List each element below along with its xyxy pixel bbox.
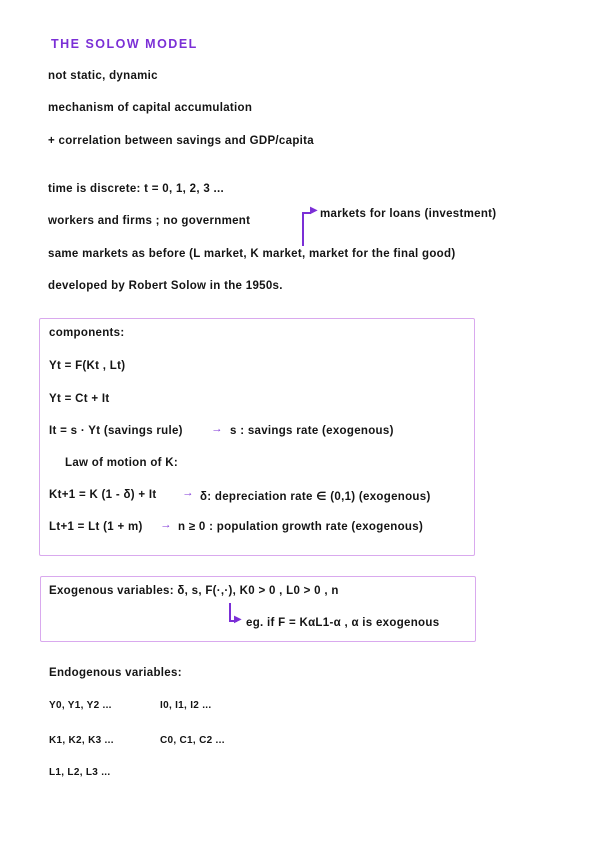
production-function: Yt = F(Kt , Lt) <box>49 360 126 372</box>
population-note: n ≥ 0 : population growth rate (exogenous) <box>178 521 424 533</box>
labor-law: Lt+1 = Lt (1 + m) <box>49 521 143 533</box>
components-heading: components: <box>49 327 125 339</box>
elbow-arrow-icon <box>229 603 231 621</box>
capital-law: Kt+1 = K (1 - δ) + It <box>49 489 157 501</box>
right-arrow-icon: → <box>182 487 194 499</box>
right-arrow-icon: ▶ <box>234 614 242 625</box>
endogenous-y: Y0, Y1, Y2 ... <box>49 700 112 711</box>
right-arrow-icon: → <box>160 519 172 531</box>
law-of-motion-heading: Law of motion of K: <box>65 457 179 469</box>
agents-line: workers and firms ; no government <box>48 215 251 227</box>
savings-rule: It = s · Yt (savings rule) <box>49 425 183 437</box>
endogenous-k: K1, K2, K3 ... <box>49 735 114 746</box>
markets-line: same markets as before (L market, K market, market for the final good) <box>48 248 456 260</box>
exogenous-line: Exogenous variables: δ, s, F(·,·), K0 > 0 , L0 > 0 , n <box>49 585 339 597</box>
page-title: THE SOLOW MODEL <box>51 37 198 51</box>
intro-line-2: mechanism of capital accumulation <box>48 102 253 114</box>
endogenous-c: C0, C1, C2 ... <box>160 735 225 746</box>
intro-line-1: not static, dynamic <box>48 70 158 82</box>
loans-connector-icon <box>302 212 304 246</box>
exogenous-example: eg. if F = KαL1-α , α is exogenous <box>246 617 440 629</box>
resource-constraint: Yt = Ct + It <box>49 393 110 405</box>
endogenous-i: I0, I1, I2 ... <box>160 700 212 711</box>
depreciation-note: δ: depreciation rate ∈ (0,1) (exogenous) <box>200 491 431 503</box>
endogenous-heading: Endogenous variables: <box>49 667 182 679</box>
intro-line-3: + correlation between savings and GDP/capita <box>48 135 314 147</box>
right-arrow-icon: ▶ <box>310 205 318 216</box>
right-arrow-icon: → <box>211 423 223 435</box>
endogenous-l: L1, L2, L3 ... <box>49 767 111 778</box>
loans-note: markets for loans (investment) <box>320 208 497 220</box>
savings-rate-note: s : savings rate (exogenous) <box>230 425 394 437</box>
developed-line: developed by Robert Solow in the 1950s. <box>48 280 283 292</box>
time-line: time is discrete: t = 0, 1, 2, 3 ... <box>48 183 225 195</box>
